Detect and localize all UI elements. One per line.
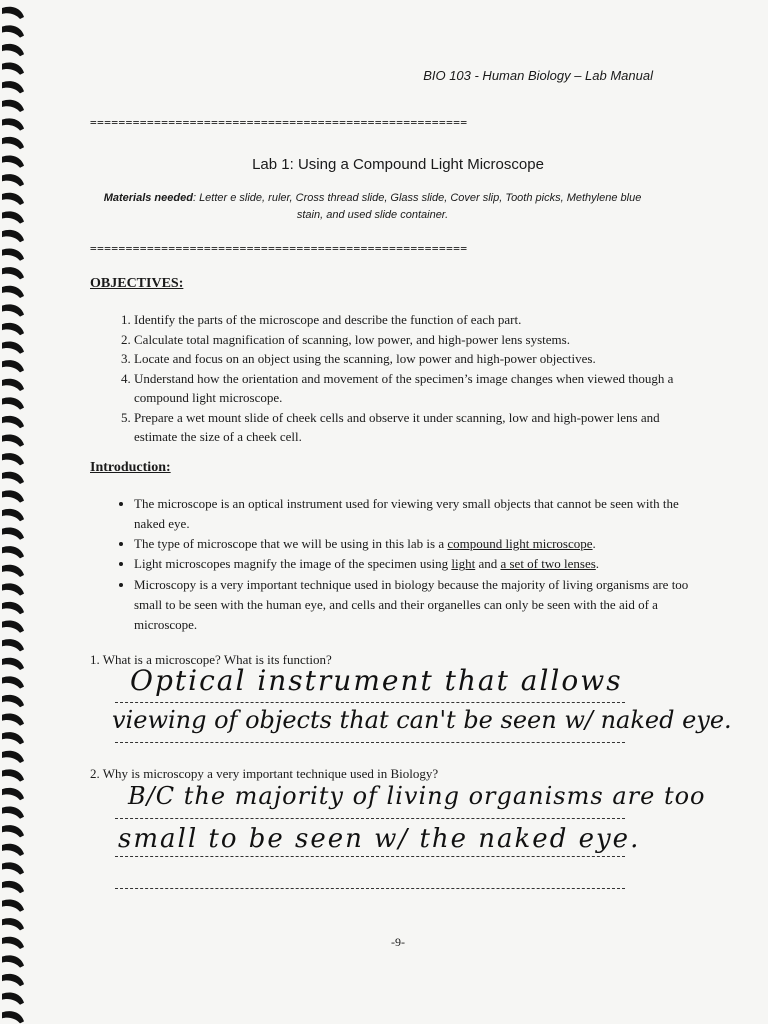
- spiral-coil: [2, 230, 24, 242]
- spiral-coil: [2, 769, 24, 781]
- spiral-coil: [2, 100, 24, 112]
- question-1-prompt: 1. What is a microscope? What is its function?: [90, 652, 332, 667]
- spiral-coil: [2, 639, 24, 651]
- spiral-coil: [2, 825, 24, 837]
- spiral-coil: [2, 881, 24, 893]
- intro-text: and: [475, 556, 501, 572]
- spiral-coil: [2, 397, 24, 409]
- answer-line: [115, 888, 625, 889]
- intro-text: Light microscopes magnify the image of the specimen using: [134, 556, 452, 572]
- answer-line: [115, 856, 625, 857]
- spiral-coil: [2, 955, 24, 967]
- answer-line: [115, 818, 625, 819]
- intro-bullet: [134, 534, 694, 554]
- spiral-coil: [2, 435, 24, 447]
- spiral-coil: [2, 565, 24, 577]
- spiral-coil: [2, 714, 24, 726]
- spiral-coil: [2, 918, 24, 930]
- spiral-coil: [2, 7, 24, 19]
- intro-text: .: [595, 556, 600, 572]
- objective-item: 1. Identify the parts of the microscope and describe the function of each part.: [134, 310, 694, 330]
- spiral-coil: [2, 472, 24, 484]
- answer-line: [115, 702, 625, 703]
- objectives-list: [100, 310, 694, 447]
- spiral-coil: [2, 211, 24, 223]
- spiral-coil: [2, 323, 24, 335]
- spiral-coil: [2, 528, 24, 540]
- spiral-coil: [2, 993, 24, 1005]
- introduction-list: [100, 494, 694, 635]
- spiral-coil: [2, 63, 24, 75]
- question-2-prompt: 2. Why is microscopy a very important technique used in Biology?: [90, 766, 439, 781]
- underlined-term: a set of two lenses: [500, 556, 596, 572]
- materials-needed: [90, 190, 655, 224]
- underlined-term: compound light microscope: [447, 536, 593, 552]
- spiral-coil: [2, 286, 24, 298]
- spiral-coil: [2, 583, 24, 595]
- spiral-coil: [2, 1011, 24, 1023]
- spiral-coil: [2, 490, 24, 502]
- answer-line: [115, 742, 625, 743]
- spiral-coil: [2, 695, 24, 707]
- spiral-coil: [2, 751, 24, 763]
- question-1-answer-line-2: viewing of objects that can't be seen w/ naked eye.: [112, 706, 732, 734]
- spiral-coil: [2, 267, 24, 279]
- spiral-coil: [2, 900, 24, 912]
- objectives-heading: OBJECTIVES:: [90, 276, 184, 291]
- objective-item: 2. Calculate total magnification of scanning, low power, and high-power lens systems.: [134, 330, 694, 350]
- objective-item: 4. Understand how the orientation and movement of the specimen’s image changes when viewed though a compound light microscope.: [134, 369, 694, 408]
- question-2-answer-line-1: B/C the majority of living organisms are too: [128, 782, 706, 810]
- spiral-binding: [0, 0, 30, 1024]
- spiral-coil: [2, 621, 24, 633]
- spiral-coil: [2, 453, 24, 465]
- spiral-coil: [2, 676, 24, 688]
- spiral-coil: [2, 416, 24, 428]
- separator-rule-bottom: =====================================================: [90, 242, 468, 255]
- spiral-coil: [2, 137, 24, 149]
- introduction-heading: Introduction:: [90, 460, 171, 475]
- spiral-coil: [2, 360, 24, 372]
- spiral-coil: [2, 602, 24, 614]
- spiral-coil: [2, 546, 24, 558]
- spiral-coil: [2, 174, 24, 186]
- objective-item: 3. Locate and focus on an object using the scanning, low power and high-power objectives.: [134, 349, 694, 369]
- spiral-coil: [2, 379, 24, 391]
- page-number: -9-: [391, 935, 405, 949]
- intro-text: .: [592, 536, 596, 552]
- underlined-term: light: [451, 556, 476, 572]
- page-header: BIO 103 - Human Biology – Lab Manual: [423, 68, 653, 83]
- spiral-coil: [2, 862, 24, 874]
- spiral-coil: [2, 974, 24, 986]
- spiral-coil: [2, 193, 24, 205]
- objective-item: 5. Prepare a wet mount slide of cheek cells and observe it under scanning, low and high-power lens and estimate the size of a cheek cell.: [134, 408, 694, 447]
- spiral-coil: [2, 81, 24, 93]
- spiral-coil: [2, 732, 24, 744]
- spiral-coil: [2, 118, 24, 130]
- spiral-coil: [2, 788, 24, 800]
- spiral-coil: [2, 658, 24, 670]
- separator-rule-top: =====================================================: [90, 116, 468, 129]
- spiral-coil: [2, 44, 24, 56]
- intro-bullet: [134, 554, 694, 574]
- question-2-answer-line-2: small to be seen w/ the naked eye.: [118, 824, 641, 854]
- intro-bullet: • The microscope is an optical instrument used for viewing very small objects that cannot be seen with the naked eye.: [134, 494, 694, 534]
- intro-text: The type of microscope that we will be using in this lab is a: [134, 536, 448, 552]
- spiral-coil: [2, 25, 24, 37]
- spiral-coil: [2, 844, 24, 856]
- spiral-coil: [2, 304, 24, 316]
- spiral-coil: [2, 807, 24, 819]
- spiral-coil: [2, 249, 24, 261]
- spiral-coil: [2, 342, 24, 354]
- spiral-coil: [2, 509, 24, 521]
- intro-bullet: • Microscopy is a very important technique used in biology because the majority of living organisms are too small to be seen with the human eye, and cells and their organelles can only be seen with the aid of a microscope.: [134, 575, 694, 635]
- question-1-answer-line-1: Optical instrument that allows: [130, 664, 623, 697]
- materials-text: : Letter e slide, ruler, Cross thread slide, Glass slide, Cover slip, Tooth picks, Methylene blue stain, and used slide container.: [192, 192, 642, 222]
- materials-label: Materials needed: [103, 192, 193, 204]
- lab-title: Lab 1: Using a Compound Light Microscope: [252, 156, 544, 173]
